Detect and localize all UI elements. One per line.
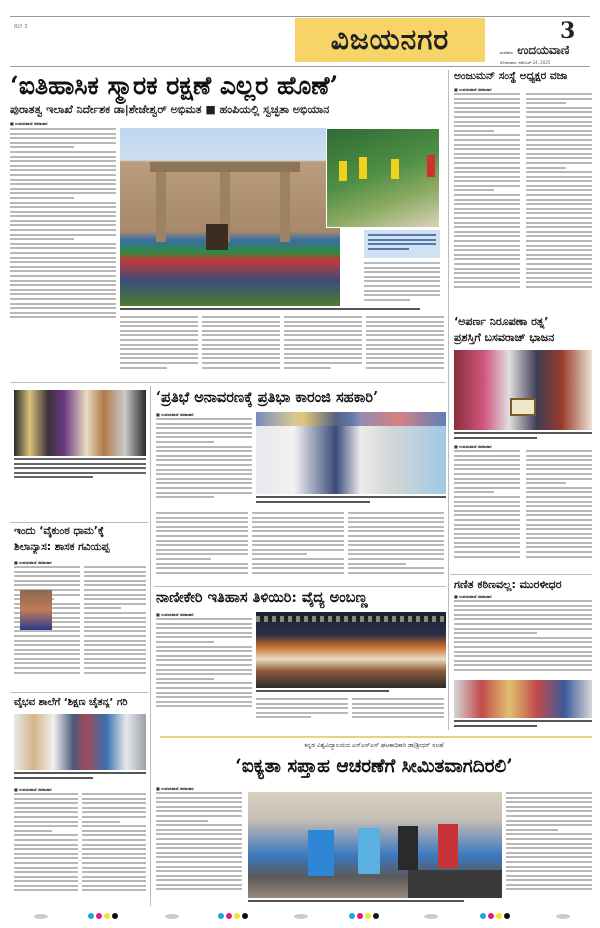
side-story-1-byline: ■ ಉದಯವಾಣಿ ಸಮಾಚಾರ xyxy=(454,87,492,92)
naneekeri-col1 xyxy=(156,618,252,722)
award-certificate xyxy=(510,398,536,416)
aikyata-kicker: ಕನ್ನಡ ವಿಶ್ವವಿದ್ಯಾಲಯದ ಎನ್‌ಎಸ್‌ಎಸ್ ಘಟಕಾಧಿಕಾರಿ ಡಾ|ಶ್ರೀಧರ್ ಸಲಹೆ xyxy=(304,742,444,749)
registration-oval xyxy=(294,914,308,919)
top-rule xyxy=(10,16,590,17)
registration-mark xyxy=(349,913,379,919)
pratibha-col4 xyxy=(348,512,444,584)
column-divider xyxy=(448,70,449,730)
naneekeri-caption xyxy=(256,690,446,696)
side-story-1-col2 xyxy=(526,93,592,301)
aikyata-byline: ■ ಉದಯವಾಣಿ ಸಮಾಚಾರ xyxy=(156,786,194,791)
magenta-dot xyxy=(488,913,494,919)
pratibha-photo-lamp-lighting xyxy=(256,412,446,494)
newspaper-brand xyxy=(500,43,569,58)
aikyata-col-right xyxy=(506,792,592,906)
page-number: 3 xyxy=(560,18,576,44)
stage-truss xyxy=(256,616,446,622)
edition-code: BLY 3 xyxy=(14,24,28,30)
header-rule xyxy=(10,66,590,67)
side-story-1-col1 xyxy=(454,93,520,301)
side-story-2-headline-line2: ಪ್ರಶಸ್ತಿಗೆ ಬಸವರಾಜ್ ಭಾಜನ xyxy=(454,331,555,344)
registration-mark xyxy=(88,913,118,919)
yellow-dot xyxy=(496,913,502,919)
vaibhava-col1 xyxy=(14,793,78,907)
lead-body-col1 xyxy=(10,128,116,330)
aikyata-col1 xyxy=(156,792,242,906)
lead-byline: ■ ಉದಯವಾಣಿ ಸಮಾಚಾರ xyxy=(10,121,48,126)
vaikuntha-headline-line1: ಇಂದು ‘ವೈಕುಂಠ ಧಾಮ’ಕ್ಕೆ xyxy=(14,525,105,537)
side-story-2-photo-award xyxy=(454,350,592,430)
rule xyxy=(10,522,148,523)
cyan-dot xyxy=(88,913,94,919)
lead-body-col-right xyxy=(364,262,440,306)
magenta-dot xyxy=(226,913,232,919)
side-story-2-headline-line1: ‘ಅಪರ್ಣ ನಿರೂಪಣಾ ರತ್ನ’ xyxy=(454,315,549,328)
ganita-byline: ■ ಉದಯವಾಣಿ ಸಮಾಚಾರ xyxy=(454,594,492,599)
magenta-dot xyxy=(357,913,363,919)
lead-photo-monument-group xyxy=(120,128,340,306)
inset-photo-cleaning xyxy=(326,128,440,228)
black-dot xyxy=(373,913,379,919)
ganita-headline: ಗಣಿತ ಕಠಿಣವಲ್ಲ: ಮುರಳೀಧರ xyxy=(454,578,562,591)
vaikuntha-byline: ■ ಉದಯವಾಣಿ ಸಮಾಚಾರ xyxy=(14,560,52,565)
aikyata-photo-pledge xyxy=(248,792,502,898)
registration-oval xyxy=(34,914,48,919)
volunteer-figure xyxy=(427,155,435,177)
side-story-2-byline: ■ ಉದಯವಾಣಿ ಸಮಾಚಾರ xyxy=(454,444,492,449)
vaikuntha-col2 xyxy=(84,566,146,688)
left-photo-event xyxy=(14,390,146,456)
inset-caption-lines xyxy=(368,234,436,256)
naneekeri-col2 xyxy=(256,698,348,726)
accent-rule xyxy=(160,736,592,738)
magenta-dot xyxy=(96,913,102,919)
monument-roof xyxy=(150,162,300,172)
brand-prefix: ಮಣಿಪಾಲ xyxy=(500,50,514,55)
registration-oval xyxy=(165,914,179,919)
lead-body-col2 xyxy=(120,316,198,376)
monument-doorway xyxy=(206,224,228,250)
vaibhava-photo-group xyxy=(14,714,146,770)
cyan-dot xyxy=(349,913,355,919)
naneekeri-headline: ನಾಣೀಕೇರಿ ಇತಿಹಾಸ ತಿಳಿಯಿರಿ: ವೈದ್ಯ ಅಂಬಣ್ಣ xyxy=(156,589,368,606)
lead-headline: ‘ಐತಿಹಾಸಿಕ ಸ್ಮಾರಕ ರಕ್ಷಣೆ ಎಲ್ಲರ ಹೊಣೆ’ xyxy=(10,71,339,100)
naneekeri-photo-stage xyxy=(256,612,446,688)
lead-bottom-rule xyxy=(10,382,446,383)
aikyata-caption xyxy=(248,900,502,905)
black-dot xyxy=(112,913,118,919)
rule xyxy=(450,574,592,575)
lead-body-col4 xyxy=(284,316,362,376)
yellow-dot xyxy=(104,913,110,919)
cyan-dot xyxy=(480,913,486,919)
pratibha-col3 xyxy=(252,512,344,584)
registration-mark xyxy=(218,913,248,919)
volunteer-figure xyxy=(359,157,367,179)
lead-body-col3 xyxy=(202,316,280,376)
ganita-caption xyxy=(454,720,592,730)
black-dot xyxy=(242,913,248,919)
side-story-1-headline: ಅಂಜುಮನ್ ಸಂಸ್ಥೆ ಅಧ್ಯಕ್ಷರ ವಜಾ xyxy=(454,70,568,82)
pratibha-caption xyxy=(256,496,446,506)
pratibha-headline: ‘ಪ್ರತಿಭೆ ಅನಾವರಣಕ್ಕೆ ಪ್ರತಿಭಾ ಕಾರಂಜಿ ಸಹಕಾರಿ’ xyxy=(156,389,379,406)
pratibha-col2 xyxy=(156,512,248,584)
monument-pillar xyxy=(156,172,166,242)
vaibhava-caption xyxy=(14,772,146,784)
volunteer-figure xyxy=(391,159,399,179)
student-figure xyxy=(438,824,458,868)
registration-mark xyxy=(480,913,510,919)
vaibhava-col2 xyxy=(82,793,146,907)
naneekeri-byline: ■ ಉದಯವಾಣಿ ಸಮಾಚಾರ xyxy=(156,612,194,617)
cyan-dot xyxy=(218,913,224,919)
black-dot xyxy=(504,913,510,919)
registration-oval xyxy=(556,914,570,919)
pratibha-col1 xyxy=(156,418,252,510)
vaibhava-headline: ವೈಭವ ಶಾಲೆಗೆ ‘ಶಿಕ್ಷಣ ಚೈತನ್ಯ’ ಗರಿ xyxy=(14,697,128,708)
lead-body-col5 xyxy=(366,316,444,376)
pratibha-byline: ■ ಉದಯವಾಣಿ ಸಮಾಚಾರ xyxy=(156,412,194,417)
side-story-2-caption xyxy=(454,432,592,442)
table xyxy=(408,870,502,898)
student-figure xyxy=(398,826,418,870)
left-photo-caption xyxy=(14,458,146,486)
student-figure xyxy=(308,830,334,876)
volunteer-figure xyxy=(339,161,347,181)
yellow-dot xyxy=(234,913,240,919)
yellow-dot xyxy=(365,913,371,919)
inset-caption-box xyxy=(364,230,440,258)
ganita-photo-students xyxy=(454,680,592,718)
student-figure xyxy=(358,828,380,874)
section-masthead: ವಿಜಯನಗರ xyxy=(295,18,485,62)
side-story-2-col1 xyxy=(454,450,520,570)
column-divider xyxy=(150,386,151,906)
brand-name: ಉದಯವಾಣಿ xyxy=(517,43,570,57)
naneekeri-col3 xyxy=(352,698,444,726)
ganita-body xyxy=(454,600,592,678)
portrait-photo xyxy=(20,590,52,630)
lead-subheadline: ಪುರಾತತ್ವ ಇಲಾಖೆ ನಿರ್ದೇಶಕ ಡಾ|ಶೇಜೇಶ್ವರ್ ಅಭಿಮತ ■ ಹಂಪಿಯಲ್ಲಿ ಸ್ವಚ್ಛತಾ ಅಭಿಯಾನ xyxy=(10,103,330,116)
vaikuntha-headline-line2: ಶಿಲಾನ್ಯಾಸ: ಶಾಸಕ ಗವಿಯಪ್ಪ xyxy=(14,541,110,553)
monument-pillar xyxy=(280,172,290,242)
side-story-2-col2 xyxy=(526,450,592,570)
dateline: ಸೋಮವಾರ, ನವೆಂಬರ್ 24, 2025 xyxy=(500,60,551,65)
aikyata-headline: ‘ಐಕ್ಯತಾ ಸಪ್ತಾಹ ಆಚರಣೆಗೆ ಸೀಮಿತವಾಗದಿರಲಿ’ xyxy=(235,756,513,777)
banner xyxy=(256,412,446,426)
lead-photo-caption xyxy=(120,308,440,314)
registration-oval xyxy=(424,914,438,919)
vaibhava-byline: ■ ಉದಯವಾಣಿ ಸಮಾಚಾರ xyxy=(14,787,52,792)
rule xyxy=(10,692,148,693)
